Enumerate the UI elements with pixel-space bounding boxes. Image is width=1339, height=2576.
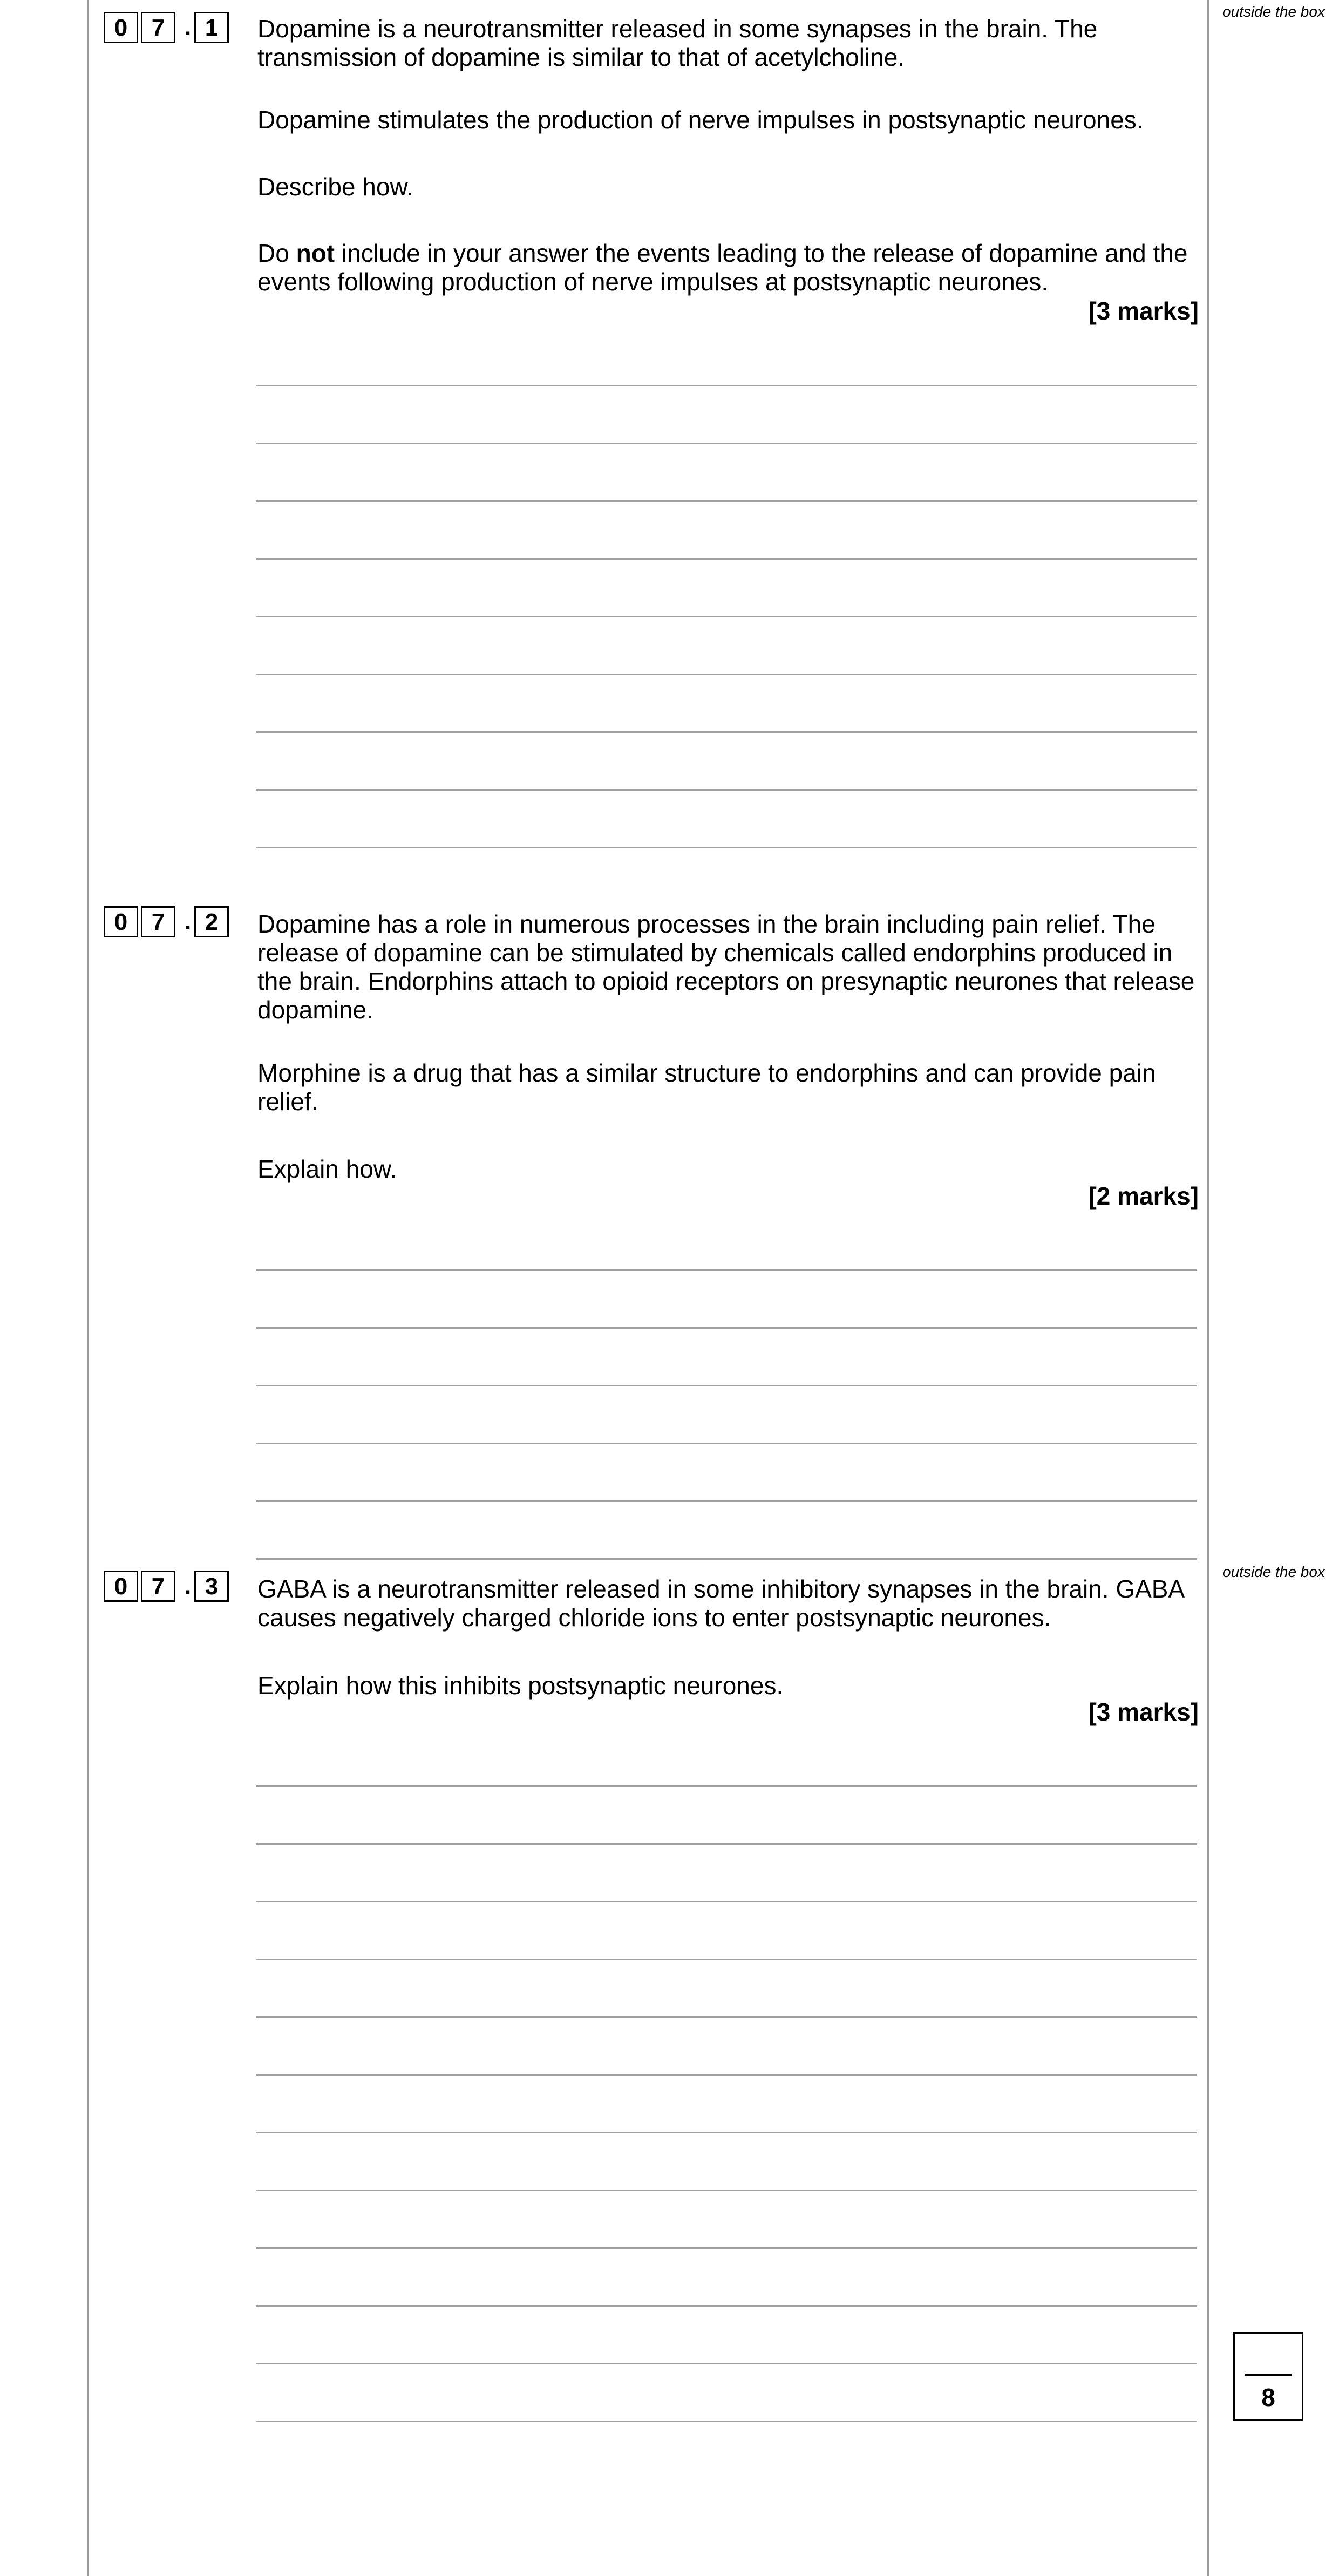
question-digit: 0 (104, 12, 138, 43)
answer-line[interactable] (256, 1843, 1197, 1845)
marks-label: [3 marks] (1088, 1698, 1199, 1726)
question-command: Explain how. (257, 1155, 397, 1183)
answer-line[interactable] (256, 385, 1197, 386)
answer-line[interactable] (256, 2132, 1197, 2133)
answer-line[interactable] (256, 616, 1197, 617)
answer-line[interactable] (256, 1443, 1197, 1444)
question-digit: 0 (104, 906, 138, 937)
answer-line[interactable] (256, 443, 1197, 444)
question-separator: . (185, 14, 192, 40)
margin-note-mid: outside the box (1222, 1564, 1325, 1580)
question-digit: 7 (141, 906, 175, 937)
question-text: Dopamine stimulates the production of nerve impulses in postsynaptic neurones. (257, 106, 1144, 134)
question-digit: 0 (104, 1571, 138, 1602)
question-separator: . (185, 1573, 192, 1599)
instruction-suffix: include in your answer the events leading to the release of dopamine and the events following production of nerve impulses at postsynaptic neurones. (257, 239, 1188, 296)
question-digit: 1 (194, 12, 229, 43)
answer-line[interactable] (256, 2305, 1197, 2307)
answer-line[interactable] (256, 847, 1197, 848)
answer-line[interactable] (256, 2247, 1197, 2249)
question-digit: 3 (194, 1571, 229, 1602)
answer-line[interactable] (256, 558, 1197, 560)
answer-line[interactable] (256, 2016, 1197, 2018)
question-digit: 7 (141, 1571, 175, 1602)
question-command: Describe how. (257, 173, 413, 201)
answer-line[interactable] (256, 1327, 1197, 1329)
question-digit: 2 (194, 906, 229, 937)
answer-line[interactable] (256, 731, 1197, 733)
marks-label: [3 marks] (1088, 297, 1199, 325)
answer-line[interactable] (256, 1901, 1197, 1902)
answer-line[interactable] (256, 2190, 1197, 2191)
answer-line[interactable] (256, 2363, 1197, 2364)
page-total-box[interactable] (1233, 2332, 1303, 2421)
question-digit: 7 (141, 12, 175, 43)
instruction-prefix: Do (257, 239, 296, 267)
answer-line[interactable] (256, 674, 1197, 675)
question-instruction (257, 239, 1207, 296)
question-text: Morphine is a drug that has a similar structure to endorphins and can provide pain relief. (257, 1059, 1156, 1116)
question-text: Dopamine has a role in numerous processes in the brain including pain relief. The release of dopamine can be stimulated by chemicals called endorphins produced in the brain. Endorphins attach to opioid receptors on presynaptic neurones that release dopamine. (257, 910, 1195, 1024)
answer-line[interactable] (256, 1785, 1197, 1787)
total-divider (1245, 2374, 1292, 2376)
marks-label: [2 marks] (1088, 1182, 1199, 1210)
question-text: GABA is a neurotransmitter released in some inhibitory synapses in the brain. GABA causes negatively charged chloride ions to enter postsynaptic neurones. (257, 1575, 1184, 1632)
left-border-line (87, 0, 89, 2576)
instruction-emphasis: not (296, 239, 335, 267)
answer-line[interactable] (256, 500, 1197, 502)
answer-line[interactable] (256, 2421, 1197, 2422)
answer-line[interactable] (256, 1269, 1197, 1271)
answer-line[interactable] (256, 1959, 1197, 1960)
question-separator: . (185, 908, 192, 935)
margin-note-top: outside the box (1222, 3, 1325, 20)
answer-line[interactable] (256, 789, 1197, 791)
question-text: Dopamine is a neurotransmitter released in some synapses in the brain. The transmission of dopamine is similar to that of acetylcholine. (257, 15, 1098, 71)
total-marks: 8 (1261, 2383, 1275, 2411)
right-margin-line (1207, 0, 1209, 2576)
answer-line[interactable] (256, 1385, 1197, 1386)
answer-line[interactable] (256, 1558, 1197, 1560)
question-command: Explain how this inhibits postsynaptic neurones. (257, 1671, 784, 1700)
answer-line[interactable] (256, 1500, 1197, 1502)
answer-line[interactable] (256, 2074, 1197, 2076)
